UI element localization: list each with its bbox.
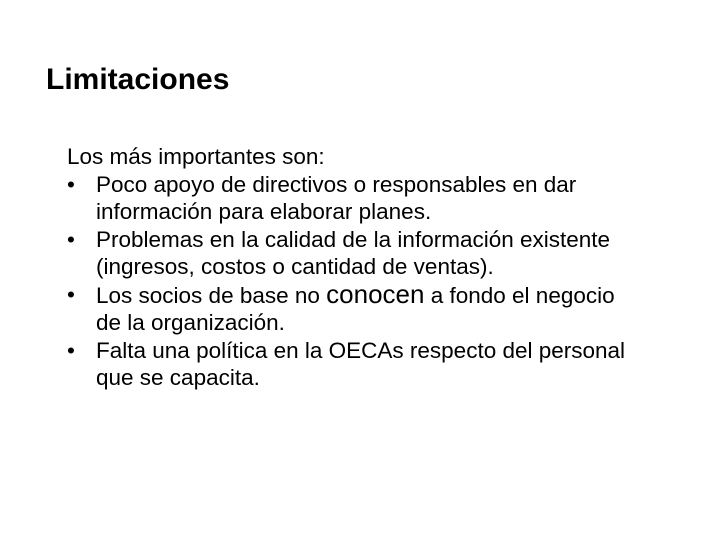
bullet-icon: • [67,281,75,307]
bullet-icon: • [67,171,75,197]
bullet-text-after: a fondo el negocio de la organización. [96,282,615,335]
bullet-text: Problemas en la calidad de la información existente (ingresos, costos o cantidad de ventas). [96,226,611,279]
intro-text: Los más importantes son: [67,144,325,169]
bullet-text: Poco apoyo de directivos o responsables en dar información para elaborar planes. [96,171,577,224]
bullet-item-politica [67,337,636,392]
bullet-text: Falta una política en la OECAs respecto del personal que se capacita. [96,337,626,390]
slide-title: Limitaciones [46,63,230,96]
bullet-icon: • [67,337,75,363]
bullet-item-calidad [67,226,616,281]
bullet-item-apoyo [67,171,636,226]
bullet-list [67,171,667,392]
slide-body [67,143,667,392]
bullet-item-socios [67,278,636,337]
bullet-emphasis: conocen [326,278,425,309]
bullet-text-before: Los socios de base no [96,282,327,308]
bullet-icon: • [67,226,75,252]
